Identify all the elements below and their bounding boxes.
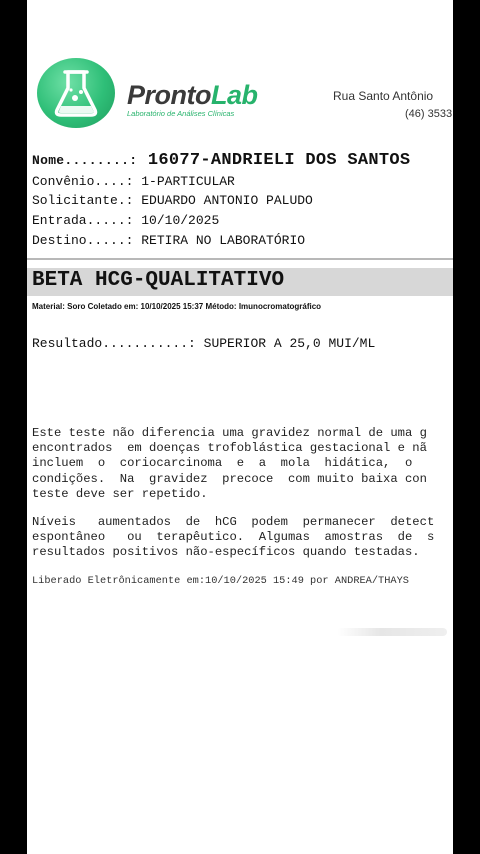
convenio-row: Convênio....: 1-PARTICULAR [32, 174, 235, 189]
section-divider [27, 258, 453, 260]
lab-phone: (46) 3533 [405, 108, 453, 120]
exam-title: BETA HCG-QUALITATIVO [32, 269, 285, 292]
release-info: Liberado Eletrônicamente em:10/10/2025 15:49 por ANDREA/THAYS [32, 575, 409, 587]
note-paragraph-2: Níveis aumentados de hCG podem permanecer detect espontâneo ou terapêutico. Algumas amostras de s resultados positivos não-específicos quando testadas. [32, 515, 435, 560]
convenio-value: 1-PARTICULAR [141, 174, 235, 189]
signature-smudge [337, 628, 447, 636]
patient-name-value: 16077-ANDRIELI DOS SANTOS [147, 151, 411, 170]
note-paragraph-1: Este teste não diferencia uma gravidez normal de uma g encontrados em doenças trofoblástica gestacional e nã incluem o coriocarcinoma e a mola hidática, o condições. Na gravidez precoce com muito baixa con teste deve ser repetido. [32, 426, 427, 501]
flask-logo-icon [37, 58, 115, 128]
destino-value: RETIRA NO LABORATÓRIO [141, 233, 306, 248]
patient-name-row: Nome........: 16077-ANDRIELI DOS SANTOS [32, 151, 411, 170]
result-value: SUPERIOR A 25,0 MUI/ML [203, 336, 376, 351]
result-row: Resultado...........: SUPERIOR A 25,0 MUI/ML [32, 336, 376, 351]
entrada-value: 10/10/2025 [141, 213, 220, 228]
entrada-row: Entrada.....: 10/10/2025 [32, 213, 220, 228]
brand-tagline: Laboratório de Análises Clínicas [127, 109, 235, 118]
exam-title-band [27, 268, 453, 296]
solicitante-row: Solicitante.: EDUARDO ANTONIO PALUDO [32, 193, 313, 208]
lab-report-sheet [27, 0, 453, 854]
lab-address: Rua Santo Antônio [333, 89, 434, 103]
destino-row: Destino.....: RETIRA NO LABORATÓRIO [32, 233, 306, 248]
exam-metadata: Material: Soro Coletado em: 10/10/2025 15:37 Método: Imunocromatográfico [32, 302, 322, 311]
brand-name: ProntoLab [127, 80, 258, 110]
solicitante-value: EDUARDO ANTONIO PALUDO [141, 193, 313, 208]
